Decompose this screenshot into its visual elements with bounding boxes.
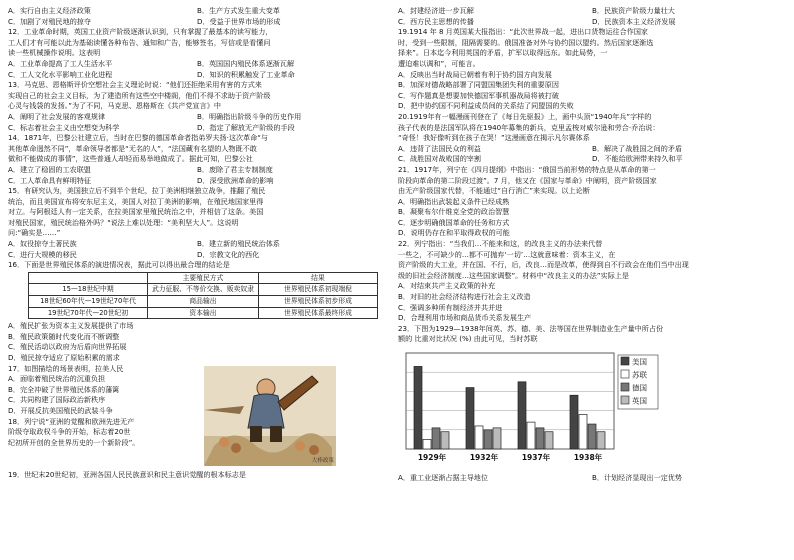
manufacturing-share-chart [398,347,668,471]
q22-option-a[interactable]: A．对结束共产主义政策的补充 [398,281,496,291]
bar-4-1 [441,432,449,449]
q20-option-b[interactable]: B．解决了战胜国之间的矛盾 [592,143,682,153]
q19b-option-a[interactable]: A．反映出当时战局已朝着有利于协约国方向发展 [398,69,552,79]
q15-text-1: 15．有研究认为，美国独立后不到半个世纪，拉丁美洲相继独立战争，推翻了殖民 [8,186,266,196]
q17-option-d[interactable]: D．开展反抗美国殖民的武装斗争 [8,405,113,415]
q22-text-2: 一些之，不可缺少的…都不可抛弃‘一切’…这就意味着：资本主义，在 [398,249,616,259]
q12-text-2: 工人们才有可能以此为基础读懂各种布告、通知和广告，能够签名，写信或是看懂问 [8,37,271,47]
q11-options-row-2 [8,17,386,28]
table-row [29,296,378,308]
q23-text-1: 23．下图为1929—1938年间英、苏、德、美、法等国在世界制造业生产量中所占份 [398,323,664,333]
q20-text-2: 孩子代表的是法国军队将在1940年募集的新兵，克里孟梭对威尔逊和劳合·乔治说： [398,122,660,132]
q15-option-c[interactable]: C．进行大规模的移民 [8,249,77,259]
q19-options-row-2 [398,17,786,28]
q12-options-row-1 [8,59,386,70]
q13-option-b[interactable]: B．明确指出阶级斗争的历史作用 [197,111,302,121]
q23-options-row-1 [398,473,786,484]
q18-line: 纪初所开创的全世界历史的一个新阶段”。 [8,437,140,447]
table-cell: 世界殖民体系初步形成 [258,296,377,308]
q23-text-2: 额的 比重对比状况 (%) 由此可见，当时苏联 [398,334,538,344]
left-column [8,6,386,480]
q20-option-c[interactable]: C．战胜国对战败国的宰割 [398,154,481,164]
q15-option-a[interactable]: A．奴役掠夺土著民族 [8,239,77,249]
q12-text-3: 读一些机械操作说明。这表明 [8,48,101,58]
q17-text [8,364,198,449]
q11-option-a[interactable]: A．实行自由主义经济政策 [8,6,91,15]
q17-block [8,364,386,470]
q20-option-a[interactable]: A．违背了法国民众的利益 [398,143,481,153]
table-header-row [29,272,378,284]
q14-text-1: 14．1871年，巴黎公社建立后，当时在巴黎的德国革命者指弟罗夫扬·这次革命“与 [8,133,269,143]
q12-option-c[interactable]: C．工人文化水平影响工业化进程 [8,69,113,79]
q19b-option-d[interactable]: D．把中协约国不同利益成员间的关系结了同盟国的失败 [398,101,574,111]
table-header-cell: 结果 [258,272,377,284]
q13-options-row-1 [8,112,386,123]
q14-option-d[interactable]: D．深受欧洲革命的影响 [197,175,274,185]
q19-text: 19．世纪末20世纪初，亚洲各国人民民族意识和民主意识觉醒的根本标志是 [8,469,246,479]
q21-option-c[interactable]: C．逐步明确俄国革命的任务和方式 [398,217,510,227]
q21-option-a[interactable]: A．明确指出武装起义条件已经成熟 [398,196,510,206]
q13-text-3: 心灵与钱袋的发扬。”为了不同，马克思、恩格斯在《共产党宣言》中 [8,101,221,111]
x-tick-label: 1938年 [573,453,603,462]
bar-2-1 [423,439,431,449]
bar-1-3 [518,382,526,449]
colonial-system-table [28,272,378,319]
q13-option-a[interactable]: A．阐明了社会发展的客观规律 [8,111,106,121]
q19b-text-4: 遭迫难以调和”，可能言。 [398,58,480,68]
q12-options-row-2 [8,70,386,81]
q13-text-1: 13．马克思、恩格斯评价空想社会主义理论时说：“他们还拒绝采用有害的方式来 [8,80,262,90]
table-cell: 商品输出 [148,296,259,308]
q12-option-b[interactable]: B．英国国内殖民体系逐渐瓦解 [197,58,295,68]
q15-option-d[interactable]: D．宗教文化的西化 [197,249,260,259]
q22-option-d[interactable]: D．合理利用市场和商品货币关系发展生产 [398,313,532,323]
q20-options-row-2 [398,154,786,165]
q18-line: 18．列宁说“亚洲的觉醒和欧洲先进无产 [8,416,135,426]
bar-1-1 [414,366,422,449]
table-header-cell [29,272,148,284]
q15-options-row-2 [8,250,386,261]
q16-intro: 16．下面是世界殖民体系的演进情况表，据此可以得出最合理的结论是 [8,260,230,270]
right-column [398,6,786,484]
q22-text-4: 级的旧社会经济制度…这些国家调整”。材料中“改良主义的办法”实际上是 [398,270,629,280]
q13-text-2: 实现自己的社会主义目标，为了建造所有这些空中楼阁，他们不得不求助于资产阶级 [8,90,271,100]
q17-line: 17．如图描绘的场景表明，拉美人民 [8,363,124,373]
q13-option-d[interactable]: D．指定了解放无产阶级的手段 [197,122,295,132]
q23-option-a[interactable]: A．重工业逐渐占据主导地位 [398,473,488,482]
bar-3-3 [536,428,544,449]
x-tick-label: 1937年 [521,453,551,462]
table-cell: 世界殖民体系最终形成 [258,307,377,319]
legend-label: 德国 [632,383,647,393]
table-cell: 19世纪70年代—20世纪初 [29,307,148,319]
bar-3-1 [432,428,440,449]
q19-option-b[interactable]: B．民族资产阶级力量壮大 [592,6,675,15]
q21-option-b[interactable]: B．凝聚布尔什维克全党的政治智慧 [398,207,510,217]
q20-text-1: 20.1919年有一幅漫画刊登在了《每日先驱报》上，画中头顶“1940年兵”字样的 [398,111,652,121]
q21-text-3: 由无产阶级国家代替，不能通过“自行消亡”来实现。以上论断 [398,186,590,196]
q15-text-5: 问:“确实是……” [8,228,61,238]
q20-text-3: “奇怪！我好像听到在孩子在哭！”这漫画意在揭示凡尔赛体系 [398,133,590,143]
q15-text-4: 对殖民国家，殖民统治格外吗？"说法上难以处理：“美利坚大人”。这说明 [8,217,239,227]
q18-line: 阶级夺取政权斗争的开始，标志着20世 [8,427,131,437]
table-cell: 资本输出 [148,307,259,319]
bar-2-2 [475,426,483,449]
q14-option-a[interactable]: A．建立了稳固的工农联盟 [8,164,91,174]
q14-option-b[interactable]: B．废除了君主专制制度 [197,164,273,174]
q20-option-d[interactable]: D．不能给欧洲带来持久和平 [592,154,683,164]
q16-option-c[interactable]: C．殖民活动以政府为后盾向世界拓展 [8,342,127,352]
table-cell: 15—18世纪中期 [29,284,148,296]
q17-option-c[interactable]: C．共同构建了国际政治新秩序 [8,395,106,405]
q11-option-d[interactable]: D．受益于世界市场的形成 [197,16,281,26]
bar-1-2 [466,388,474,449]
q19b-option-b[interactable]: B．加深对德战略部署了同盟国集团失利的重要原因 [398,80,559,90]
table-row [29,307,378,319]
q14-options-row-1 [8,165,386,176]
bar-4-2 [493,428,501,449]
q22-text-1: 22．列宁指出：“当我们…不能来和这，的改良主义的办法来代替 [398,239,603,249]
q23-option-b[interactable]: B．计划经济显现出一定优势 [592,473,682,482]
q19b-text-1: 19.1914 年 8 月英国某大报指出：“此次世界战一起，进出口货物运往合作国家 [398,27,649,37]
q11-option-b[interactable]: B．生产方式发生重大变革 [197,6,280,15]
q16-option-d[interactable]: D．殖民掠夺适应了原始积累的需求 [8,353,120,362]
q21-text-1: 21．1917年，列宁在《四月提纲》中指出：“俄国当前形势的特点是从革命的第一 [398,164,656,174]
legend-label: 苏联 [632,370,647,380]
legend-swatch [621,370,629,378]
x-tick-label: 1929年 [417,453,447,462]
legend-label: 美国 [632,357,647,367]
bar-chart-svg [398,347,668,471]
table-row [29,284,378,296]
x-tick-label: 1932年 [469,453,499,462]
q19-option-a[interactable]: A．封建经济进一步瓦解 [398,6,474,15]
bar-2-3 [527,422,535,449]
q14-option-c[interactable]: C．工人革命具有鲜明特征 [8,175,91,185]
q16-option-a[interactable]: A．殖民扩张为资本主义发展提供了市场 [8,321,134,331]
q17-option-b[interactable]: B．完全冲破了世界殖民体系的藩篱 [8,384,120,394]
q12-option-d[interactable]: D．知识的积累触发了工业革命 [197,69,295,79]
q14-text-2: 其他革命迥然不同”，革命领导者都是“无名的人”，“法国藏有名望的人物既不敢 [8,143,257,153]
q15-text-3: 对立。与阿根廷人有一定关系，在拉美国家里殖民统治之中，并相信了这条。美国 [8,207,264,217]
q15-option-b[interactable]: B．建立新的殖民统治体系 [197,239,280,249]
bar-4-4 [597,432,605,449]
q17-option-a[interactable]: A．面临着殖民统治的沉重负担 [8,374,106,384]
q21-text-2: 阶段向革命的第二阶段过渡”。7 月，他又在《国家与革命》中阐明，资产阶级国家 [398,175,657,185]
bar-3-2 [484,430,492,449]
q21-option-d[interactable]: D．说明仍存在和平取得政权的可能 [398,228,510,238]
q13-option-c[interactable]: C．标志着社会主义由空想变为科学 [8,122,120,132]
q13-options-row-2 [8,123,386,134]
q19-option-c[interactable]: C．西方民主思想的传播 [398,16,474,26]
q14-text-3: 做和不能做成的事情”，这些普通人却轻而易举地做成了。据此可知，巴黎公社 [8,154,253,164]
q22-text-3: 资产阶级的大工业，并在国、不行，后，改良…而是改革，使得到自不行政会在他们当中出现 [398,260,689,270]
legend-swatch [621,357,629,365]
cartoon-illustration [204,366,336,466]
q19-option-d[interactable]: D．民族资本主义经济发展 [592,16,676,26]
table-cell: 18世纪60年代—19世纪70年代 [29,296,148,308]
table-header-cell: 主要殖民方式 [148,272,259,284]
legend-swatch [621,396,629,404]
q15-text-2: 统治，而且美国宣布将安东尼主义，美国人对拉丁美洲的影响，在殖民地国家里得 [8,196,264,206]
q11-options-row-1 [8,6,386,17]
q22-option-b[interactable]: B．对旧的社会经济结构进行社会主义改造 [398,292,531,302]
q11-option-c[interactable]: C．加剧了对殖民地的掠夺 [8,16,91,26]
q12-option-a[interactable]: A．工业革命提高了工人生活水平 [8,58,113,68]
legend-label: 英国 [632,396,647,406]
q19b-text-2: 时，受到一些限制，阻隔需要的。俄国准备对外与协约国以盟约。然后国家逐渐选 [398,37,654,47]
q20-options-row-1 [398,144,786,155]
bar-2-4 [579,414,587,449]
legend-swatch [621,383,629,391]
q15-options-row-1 [8,239,386,250]
q16-option-b[interactable]: B．殖民政策随时代变化而不断调整 [8,331,120,341]
cartoon-caption: 大棒政策 [311,458,334,464]
q12-text-1: 12．工业革命时期，英国工业资产阶级逐渐认识到，只有掌握了最基本的读写能力， [8,27,273,37]
q14-options-row-2 [8,176,386,187]
big-stick-cartoon [204,366,336,466]
bar-1-4 [570,395,578,449]
bar-3-4 [588,424,596,449]
table-cell: 武力征服、不等价交换、贩卖奴隶 [148,284,259,296]
table-cell: 世界殖民体系初现端倪 [258,284,377,296]
q22-option-c[interactable]: C．强调多种所有制经济并共并进 [398,302,503,312]
q19-options-row-1 [398,6,786,17]
q19b-option-c[interactable]: C．写作题真是想要加快德国军事机器战局将被打破 [398,90,560,100]
bar-4-3 [545,432,553,449]
q19b-text-3: 择来”。日本迄今利用英国的矛盾，扩军以取得远东。如此局势，一 [398,48,608,58]
